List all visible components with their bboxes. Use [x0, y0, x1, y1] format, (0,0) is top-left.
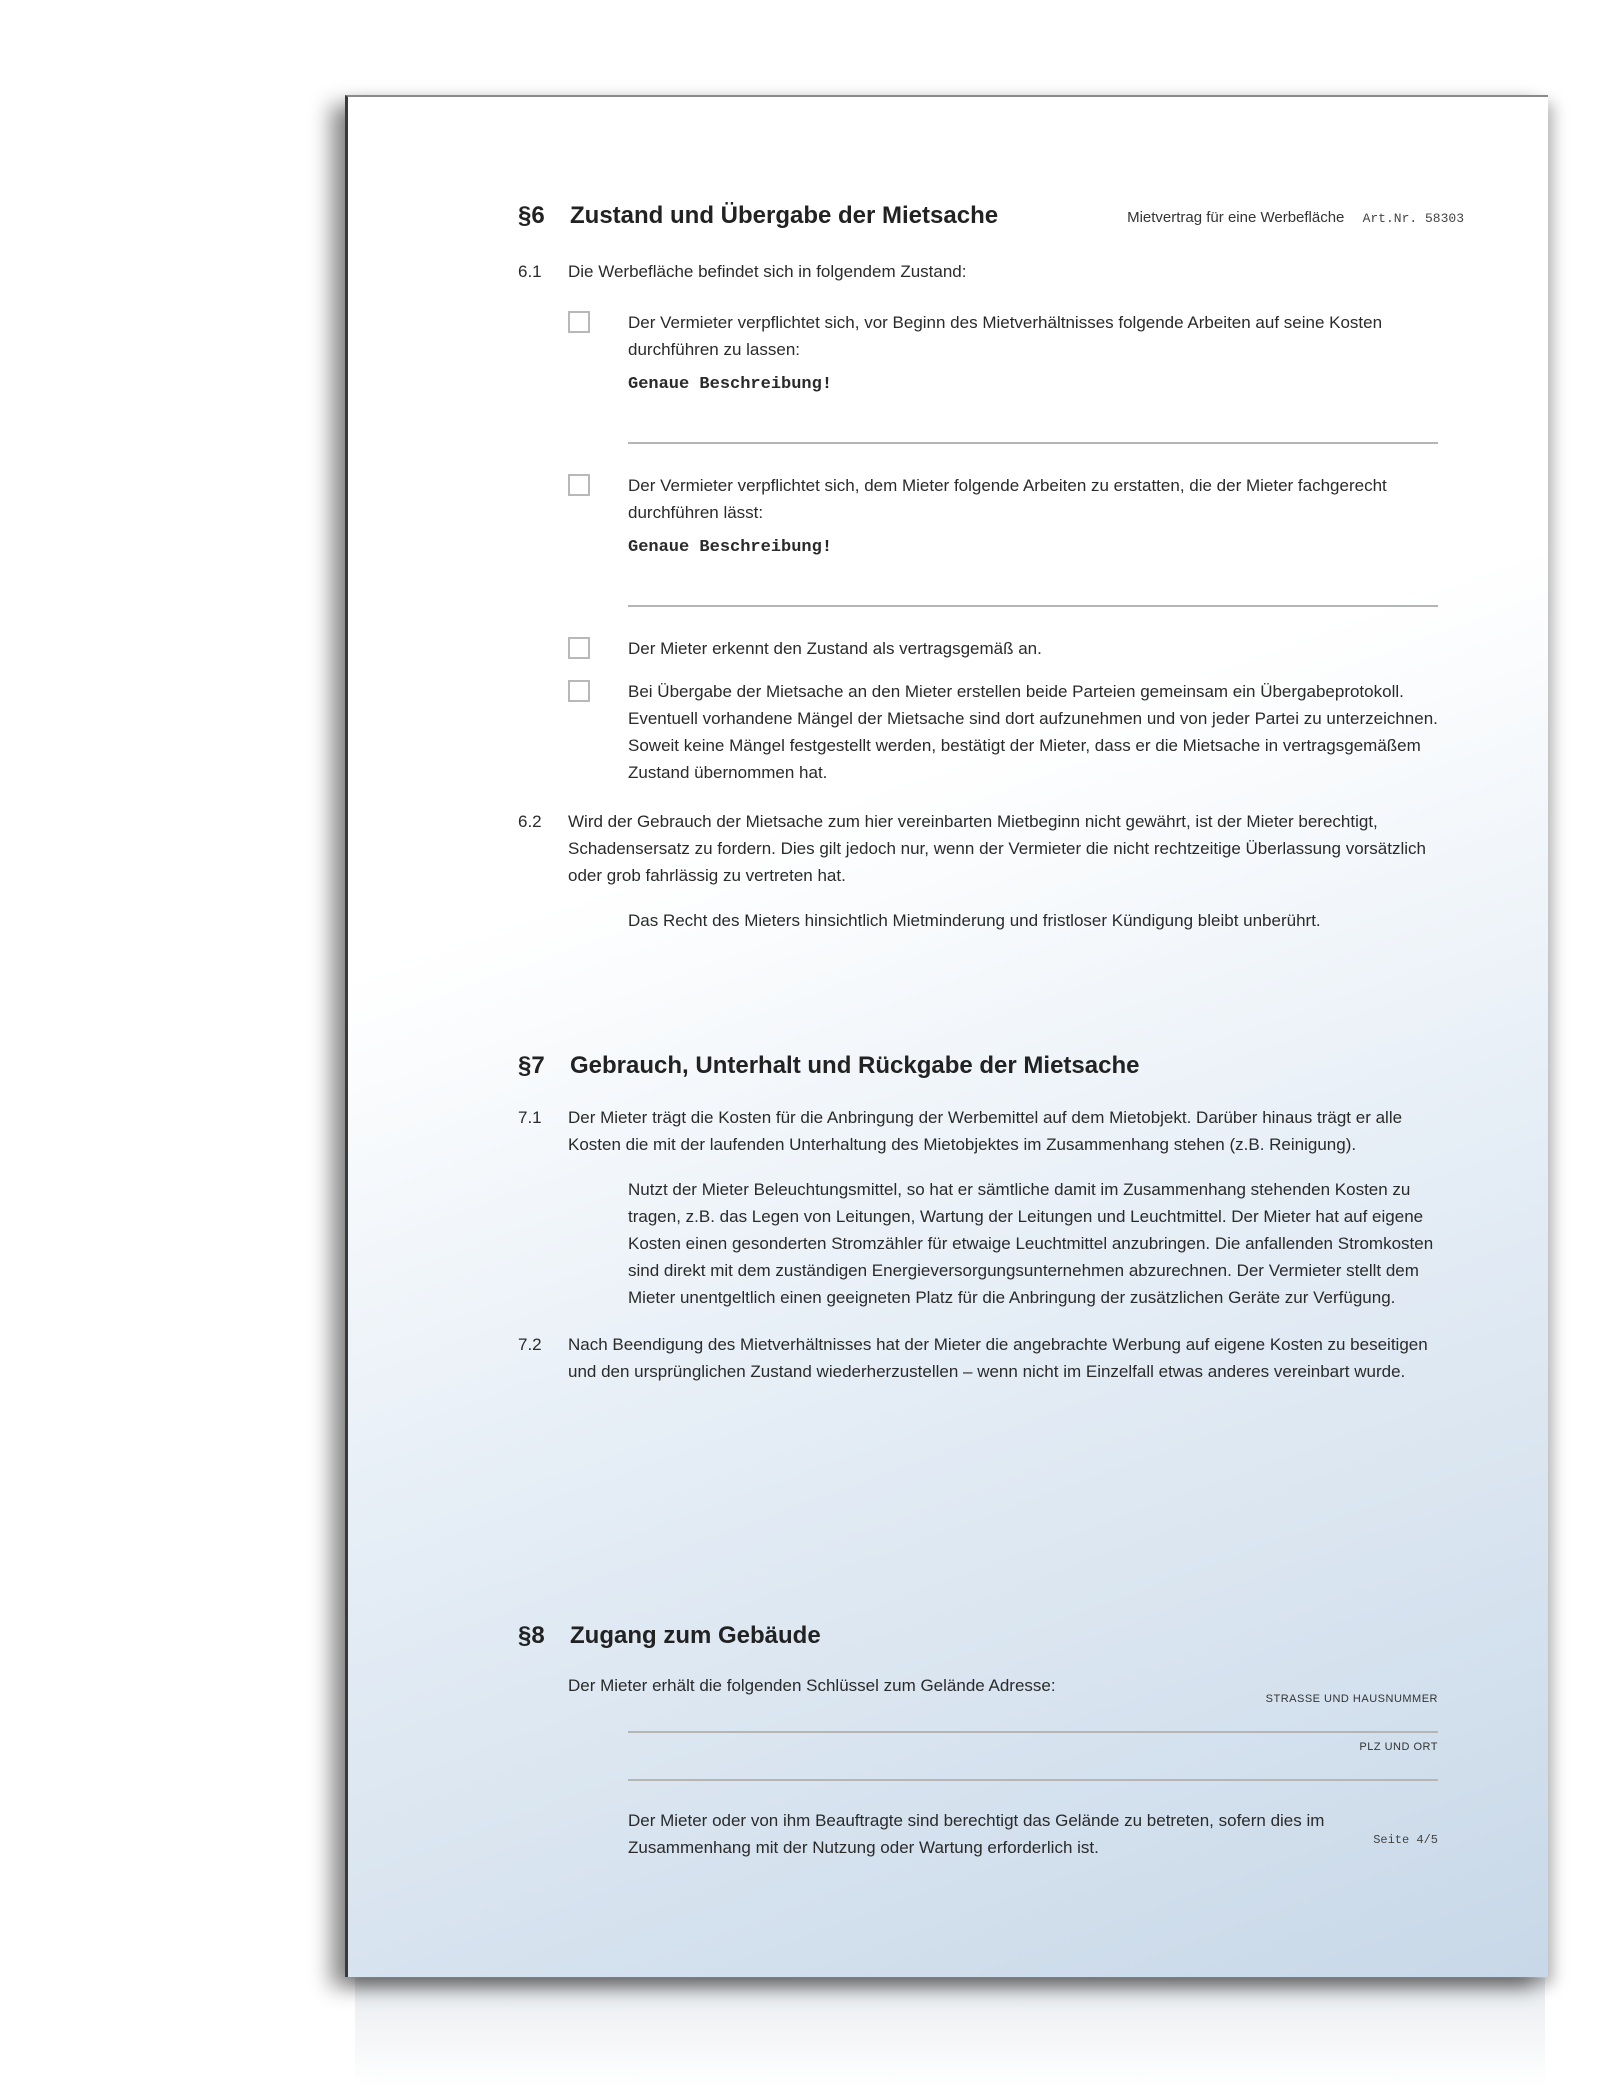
street-field-line[interactable]: [628, 1731, 1438, 1733]
option-checkbox-2[interactable]: [568, 474, 590, 496]
option-row-1: [518, 309, 1438, 398]
description-placeholder-1: Genaue Beschreibung!: [628, 375, 833, 394]
section-6-heading: [518, 202, 1438, 230]
access-intro: [518, 1672, 1438, 1699]
section-6-title: Zustand und Übergabe der Mietsache: [570, 202, 999, 229]
paragraph-6-2: [518, 808, 1438, 934]
paragraph-text-2: Das Recht des Mieters hinsichtlich Mietminderung und fristloser Kündigung bleibt unberührt.: [628, 911, 1321, 930]
description-line-1[interactable]: [628, 442, 1438, 444]
section-8-title: Zugang zum Gebäude: [570, 1622, 821, 1649]
access-intro-text: Der Mieter erhält die folgenden Schlüssel zum Gelände Adresse:: [568, 1676, 1056, 1695]
option-text-3: Der Mieter erkennt den Zustand als vertragsgemäß an.: [628, 639, 1042, 658]
paragraph-7-2: [518, 1331, 1438, 1385]
option-text-1: Der Vermieter verpflichtet sich, vor Beginn des Mietverhältnisses folgende Arbeiten auf seine Kosten durchführen zu lassen:: [628, 313, 1383, 359]
paragraph-number: 7.1: [518, 1108, 542, 1127]
section-6-number: §6: [518, 202, 545, 229]
option-row-4: [518, 678, 1438, 786]
paragraph-text: Nach Beendigung des Mietverhältnisses hat der Mieter die angebrachte Werbung auf eigene Kosten zu beseitigen und den ursprünglichen Zustand wiederherzustellen – wenn nicht im Einzelfall etwas anderes vereinbart wurde.: [568, 1335, 1428, 1381]
option-checkbox-3[interactable]: [568, 637, 590, 659]
section-7-heading: [518, 1052, 1438, 1080]
option-row-3: [518, 635, 1438, 662]
plz-label: PLZ UND ORT: [1359, 1741, 1438, 1753]
paragraph-7-1: [518, 1104, 1438, 1311]
option-text-4: Bei Übergabe der Mietsache an den Mieter erstellen beide Parteien gemeinsam ein Übergabeprotokoll. Eventuell vorhandene Mängel der Mietsache sind dort aufzunehmen und von jeder Partei zu unterzeichnen. Soweit keine Mängel festgestellt werden, bestätigt der Mieter, dass er die Mietsache in vertragsgemäßem Zustand übernommen hat.: [628, 682, 1438, 782]
access-text: Der Mieter oder von ihm Beauftragte sind berechtigt das Gelände zu betreten, sofern dies im Zusammenhang mit der Nutzung oder Wartung erforderlich ist.: [628, 1811, 1325, 1857]
address-fields: [628, 1693, 1438, 1781]
paragraph-number: 6.1: [518, 262, 542, 281]
document-page: [345, 95, 1548, 1977]
street-label: STRASSE UND HAUSNUMMER: [1265, 1693, 1438, 1705]
description-line-2[interactable]: [628, 605, 1438, 607]
paragraph-number: 7.2: [518, 1335, 542, 1354]
page-reflection: [355, 1978, 1545, 2088]
section-8-number: §8: [518, 1622, 545, 1649]
page-number: Seite 4/5: [1373, 1833, 1438, 1847]
description-placeholder-2: Genaue Beschreibung!: [628, 538, 833, 557]
section-7-number: §7: [518, 1052, 545, 1079]
paragraph-text: Die Werbefläche befindet sich in folgendem Zustand:: [568, 262, 967, 281]
option-row-2: [518, 472, 1438, 561]
plz-field-line[interactable]: [628, 1779, 1438, 1781]
section-6: [518, 202, 1438, 934]
paragraph-text: Der Mieter trägt die Kosten für die Anbringung der Werbemittel auf dem Mietobjekt. Darüber hinaus trägt er alle Kosten die mit der laufenden Unterhaltung des Mietobjektes im Zusammenhang stehen (z.B. Reinigung).: [568, 1108, 1403, 1154]
option-checkbox-1[interactable]: [568, 311, 590, 333]
section-7-title: Gebrauch, Unterhalt und Rückgabe der Mietsache: [570, 1052, 1140, 1079]
section-8-heading: [518, 1622, 1438, 1650]
document-title: Mietvertrag für eine Werbefläche: [1127, 209, 1345, 226]
section-7: [518, 1052, 1438, 1385]
article-number: Art.Nr. 58303: [1362, 211, 1464, 226]
paragraph-number: 6.2: [518, 812, 542, 831]
option-checkbox-4[interactable]: [568, 680, 590, 702]
option-text-2: Der Vermieter verpflichtet sich, dem Mieter folgende Arbeiten zu erstatten, die der Mieter fachgerecht durchführen lässt:: [628, 476, 1387, 522]
paragraph-text: Wird der Gebrauch der Mietsache zum hier vereinbarten Mietbeginn nicht gewährt, ist der Mieter berechtigt, Schadensersatz zu fordern. Dies gilt jedoch nur, wenn der Vermieter die nicht rechtzeitige Überlassung vorsätzlich oder grob fahrlässig zu vertreten hat.: [568, 812, 1426, 885]
paragraph-6-1: [518, 258, 1438, 285]
section-8: [518, 1622, 1438, 1861]
paragraph-text-2: Nutzt der Mieter Beleuchtungsmittel, so hat er sämtliche damit im Zusammenhang stehenden Kosten zu tragen, z.B. das Legen von Leitungen, Wartung der Leitungen und Leuchtmittel. Der Mieter hat auf eigene Kosten einen gesonderten Stromzähler für etwaige Leuchtmittel anzubringen. Die anfallenden Stromkosten sind direkt mit dem zuständigen Energieversorgungsunternehmen abzurechnen. Der Vermieter stellt dem Mieter unentgeltlich einen geeigneten Platz für die Anbringung der zusätzlichen Geräte zur Verfügung.: [628, 1180, 1434, 1307]
